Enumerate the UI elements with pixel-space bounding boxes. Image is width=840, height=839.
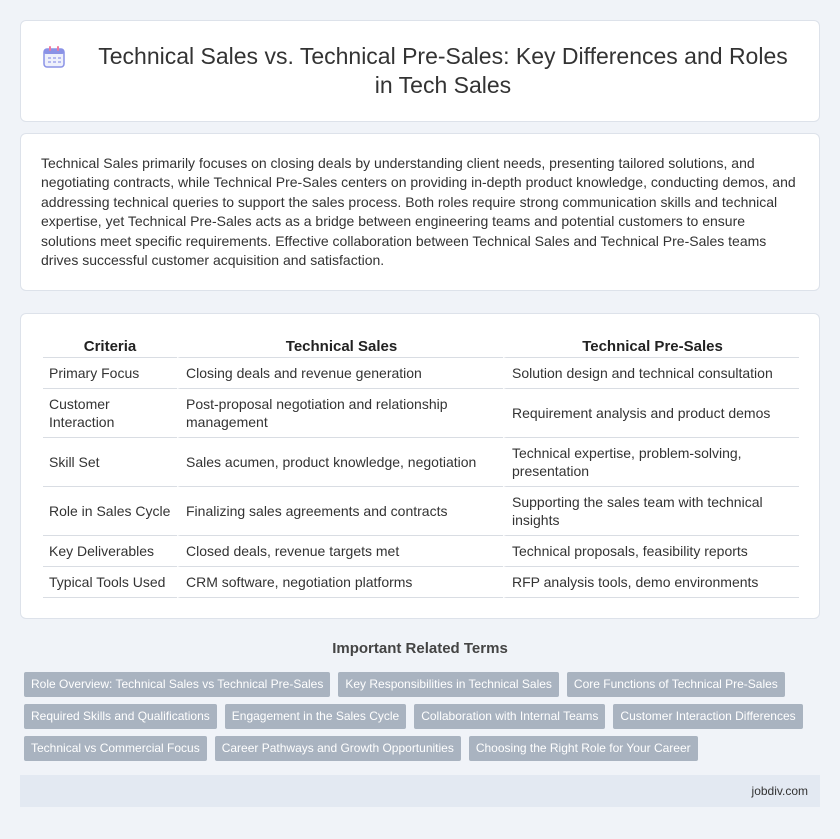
table-cell: Customer Interaction bbox=[43, 389, 177, 438]
table-cell: Finalizing sales agreements and contracts bbox=[177, 487, 503, 536]
related-term-tag[interactable]: Core Functions of Technical Pre-Sales bbox=[567, 672, 785, 697]
table-cell: Primary Focus bbox=[43, 358, 177, 389]
related-term-tag[interactable]: Career Pathways and Growth Opportunities bbox=[215, 736, 461, 761]
related-term-tag[interactable]: Required Skills and Qualifications bbox=[24, 704, 217, 729]
table-cell: Typical Tools Used bbox=[43, 567, 177, 598]
intro-card bbox=[20, 133, 820, 291]
related-term-tag[interactable]: Customer Interaction Differences bbox=[613, 704, 802, 729]
table-cell: Technical expertise, problem-solving, presentation bbox=[503, 438, 799, 487]
table-cell: Supporting the sales team with technical insights bbox=[503, 487, 799, 536]
table-cell: Solution design and technical consultation bbox=[503, 358, 799, 389]
table-cell: Key Deliverables bbox=[43, 536, 177, 567]
comparison-table bbox=[43, 330, 799, 598]
footer-site-link[interactable]: jobdiv.com bbox=[751, 784, 808, 798]
related-term-tag[interactable]: Engagement in the Sales Cycle bbox=[225, 704, 406, 729]
table-header-row bbox=[43, 330, 799, 358]
table-cell: Sales acumen, product knowledge, negotiation bbox=[177, 438, 503, 487]
table-row bbox=[43, 567, 799, 598]
column-header-criteria: Criteria bbox=[43, 330, 177, 358]
table-cell: Technical proposals, feasibility reports bbox=[503, 536, 799, 567]
related-terms-title: Important Related Terms bbox=[332, 640, 508, 657]
table-cell: Skill Set bbox=[43, 438, 177, 487]
table-cell: CRM software, negotiation platforms bbox=[177, 567, 503, 598]
table-row bbox=[43, 358, 799, 389]
related-terms-list bbox=[24, 672, 814, 768]
table-cell: Requirement analysis and product demos bbox=[503, 389, 799, 438]
related-term-tag[interactable]: Role Overview: Technical Sales vs Technical Pre-Sales bbox=[24, 672, 330, 697]
intro-paragraph: Technical Sales primarily focuses on closing deals by understanding client needs, presenting tailored solutions, and negotiating contracts, while Technical Pre-Sales centers on providing in-depth product knowledge, conducting demos, and addressing technical queries to support the sales process. Both roles require strong communication skills and technical expertise, yet Technical Pre-Sales acts as a bridge between engineering teams and potential customers to ensure solutions meet specific requirements. Effective collaboration between Technical Sales and Technical Pre-Sales teams drives successful customer acquisition and satisfaction. bbox=[41, 155, 796, 269]
related-term-tag[interactable]: Collaboration with Internal Teams bbox=[414, 704, 605, 729]
table-cell: Post-proposal negotiation and relationship management bbox=[177, 389, 503, 438]
calendar-icon bbox=[41, 44, 67, 70]
table-row bbox=[43, 389, 799, 438]
column-header-technical-pre-sales: Technical Pre-Sales bbox=[503, 330, 799, 358]
header-card bbox=[20, 20, 820, 122]
table-cell: Role in Sales Cycle bbox=[43, 487, 177, 536]
table-cell: Closed deals, revenue targets met bbox=[177, 536, 503, 567]
column-header-technical-sales: Technical Sales bbox=[177, 330, 503, 358]
table-cell: RFP analysis tools, demo environments bbox=[503, 567, 799, 598]
table-row bbox=[43, 438, 799, 487]
footer bbox=[20, 775, 820, 807]
related-term-tag[interactable]: Key Responsibilities in Technical Sales bbox=[338, 672, 559, 697]
related-term-tag[interactable]: Technical vs Commercial Focus bbox=[24, 736, 207, 761]
table-cell: Closing deals and revenue generation bbox=[177, 358, 503, 389]
table-row bbox=[43, 536, 799, 567]
page-title: Technical Sales vs. Technical Pre-Sales: Key Differences and Roles in Tech Sales bbox=[98, 43, 788, 98]
table-row bbox=[43, 487, 799, 536]
related-term-tag[interactable]: Choosing the Right Role for Your Career bbox=[469, 736, 698, 761]
comparison-card bbox=[20, 313, 820, 619]
